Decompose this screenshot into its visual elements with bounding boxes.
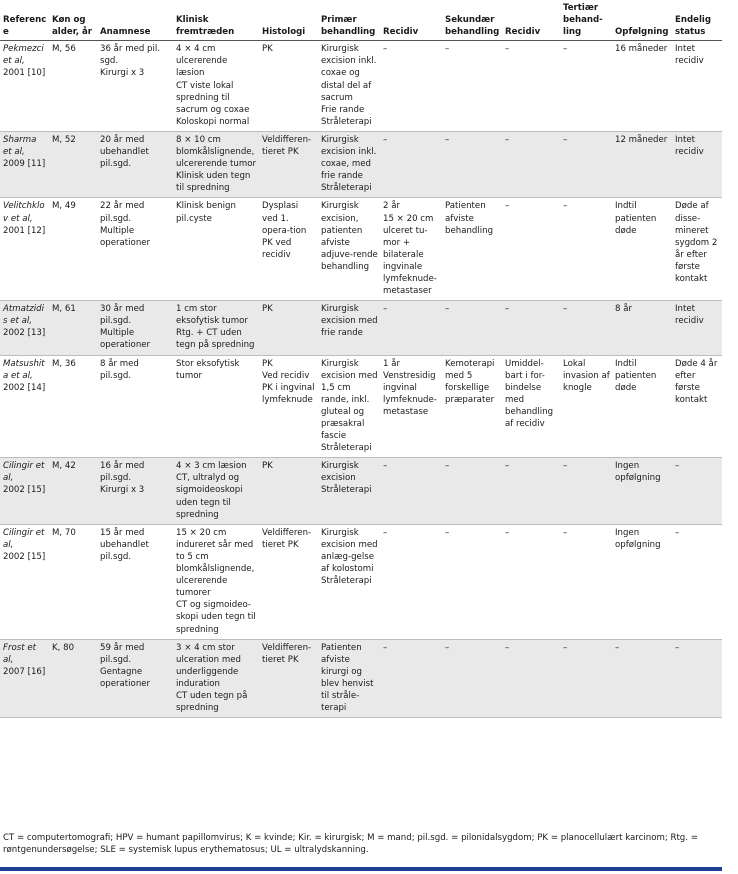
cell-histology (259, 355, 318, 458)
cell-text-line: PK (262, 358, 273, 369)
bottom-rule (0, 867, 722, 871)
cell-text-line: – (445, 527, 450, 538)
cell-text-line: – (383, 304, 388, 315)
cell-text-line: Kirurgisk excision med frie rande (321, 304, 378, 339)
cell-text-line: PK (262, 44, 273, 55)
cell-text-line: – (445, 642, 450, 653)
reference-year: 2007 [16] (3, 666, 46, 677)
cell-recurrence-1 (380, 524, 442, 639)
cell-text-line: Ingen opfølgning (615, 527, 661, 550)
cell-follow-up (612, 131, 672, 197)
cell-recurrence-2 (502, 458, 560, 524)
column-header-sex-age: Køn og alder, år (49, 0, 97, 41)
cell-recurrence-2 (502, 198, 560, 301)
cell-secondary-treatment (442, 639, 502, 718)
cell-text-line: Venstresidig ingvinal lymfeknude-metastase (383, 370, 437, 417)
cell-text-line: – (563, 642, 568, 653)
cell-text-line: Intet recidiv (675, 134, 704, 158)
cell-final-status (672, 355, 722, 458)
table-row (0, 41, 722, 132)
cell-secondary-treatment (442, 458, 502, 524)
cell-text-line: 4 × 3 cm læsion (176, 461, 247, 472)
cell-text-line: Stråleterapi (321, 443, 372, 454)
column-header-tertiary-treatment: Tertiær behand-ling (560, 0, 612, 41)
cell-anamnese (97, 301, 173, 355)
cell-secondary-treatment (442, 301, 502, 355)
table-row (0, 301, 722, 355)
cell-anamnese (97, 639, 173, 718)
cell-tertiary-treatment (560, 458, 612, 524)
cell-text-line: CT og sigmoideo-skopi uden tegn til spredning (176, 600, 256, 635)
table-header (0, 0, 722, 41)
cell-histology (259, 301, 318, 355)
cell-sex-age: M, 70 (49, 524, 97, 639)
cell-text-line: 3 × 4 cm stor ulceration med underliggende induration (176, 642, 241, 689)
cell-clinical-presentation (173, 301, 259, 355)
reference-author: Frost et al, (3, 642, 36, 665)
cell-text-line: Indtil patienten døde (615, 358, 657, 393)
cell-text-line: Stråleterapi (321, 485, 372, 496)
cell-text-line: 16 måneder (615, 44, 668, 55)
column-header-anamnese: Anamnese (97, 0, 173, 41)
cell-text-line: Kirurgisk excision (321, 461, 359, 484)
cell-text-line: – (383, 134, 388, 145)
cell-text-line: Lokal invasion af knogle (563, 358, 610, 393)
cell-text-line: 59 år med pil.sgd. (100, 642, 145, 665)
cell-sex-age: M, 52 (49, 131, 97, 197)
cell-follow-up (612, 41, 672, 132)
reference-author: Cilingir et al, (3, 527, 45, 550)
cell-tertiary-treatment (560, 198, 612, 301)
cell-recurrence-2 (502, 524, 560, 639)
cell-primary-treatment (318, 131, 380, 197)
cell-text-line: 8 år med pil.sgd. (100, 358, 139, 381)
cell-text-line: Klinisk benign pil.cyste (176, 201, 236, 224)
table-row (0, 524, 722, 639)
column-header-final-status: Endelig status (672, 0, 722, 41)
cell-primary-treatment (318, 301, 380, 355)
cell-sex-age: M, 42 (49, 458, 97, 524)
cell-text-line: Kirurgi x 3 (100, 68, 145, 79)
column-header-recurrence-1: Recidiv (380, 0, 442, 41)
cell-follow-up (612, 458, 672, 524)
cell-text-line: Rtg. + CT uden tegn på spredning (176, 328, 255, 351)
cell-text-line: Ved recidiv PK i ingvinal lymfeknude (262, 370, 315, 405)
cell-clinical-presentation (173, 639, 259, 718)
cell-final-status (672, 524, 722, 639)
cell-text-line: 8 × 10 cm blomkålslignende, ulcererende tumor (176, 134, 257, 170)
reference-author: Velitchklov et al, (3, 201, 45, 224)
cell-reference (0, 524, 49, 639)
cell-reference (0, 198, 49, 301)
cell-text-line: Kirurgisk excision med 1,5 cm rande, inkl. gluteal og præsakral fascie (321, 358, 378, 442)
cell-anamnese (97, 355, 173, 458)
cell-follow-up (612, 301, 672, 355)
cell-recurrence-2 (502, 301, 560, 355)
cell-text-line: Kemoterapi med 5 forskellige præparater (445, 358, 495, 405)
cell-histology (259, 198, 318, 301)
cell-clinical-presentation (173, 41, 259, 132)
cell-sex-age: M, 36 (49, 355, 97, 458)
cell-text-line: 36 år med pil. sgd. (100, 44, 161, 67)
cell-text-line: 4 × 4 cm ulcererende læsion (176, 44, 228, 79)
cell-sex-age: M, 49 (49, 198, 97, 301)
cell-text-line: – (505, 642, 510, 653)
cell-clinical-presentation (173, 524, 259, 639)
cell-secondary-treatment (442, 355, 502, 458)
cell-final-status (672, 458, 722, 524)
cell-follow-up (612, 524, 672, 639)
cell-recurrence-1 (380, 41, 442, 132)
cell-text-line: 1 cm stor eksofytisk tumor (176, 304, 248, 327)
cell-text-line: CT uden tegn på spredning (176, 690, 248, 714)
footnote: CT = computertomografi; HPV = humant papillomvirus; K = kvinde; Kir. = kirurgisk; M = mand; pil.sgd. = pilonidalsygdom; PK = planocellulært karcinom; Rtg. = røntgenundersøgelse; SLE = systemisk lupus erythematosus; UL = ultralydskanning. (3, 833, 698, 856)
cell-text-line: – (505, 201, 510, 212)
cell-recurrence-1 (380, 301, 442, 355)
cell-text-line: – (615, 642, 620, 653)
table-row (0, 639, 722, 718)
column-header-recurrence-2: Recidiv (502, 0, 560, 41)
column-header-follow-up: Opfølgning (612, 0, 672, 41)
cell-text-line: Intet recidiv (675, 44, 704, 67)
cell-text-line: Kirurgisk excision inkl. coxae, med frie rande (321, 134, 377, 182)
cell-text-line: Stråleterapi (321, 116, 372, 127)
cell-text-line: 15 × 20 cm ulceret tu-mor + bilaterale ingvinale lymfeknude-metastaser (383, 213, 437, 297)
cell-text-line: Patienten afviste behandling (445, 201, 494, 236)
cell-sex-age: K, 80 (49, 639, 97, 718)
cell-text-line: Stråleterapi (321, 183, 372, 194)
cell-text-line: – (505, 44, 510, 55)
cell-primary-treatment (318, 524, 380, 639)
cell-text-line: – (445, 304, 450, 315)
cell-text-line: Stråleterapi (321, 576, 372, 587)
cell-text-line: PK (262, 461, 273, 472)
cell-sex-age: M, 61 (49, 301, 97, 355)
cell-anamnese (97, 131, 173, 197)
cell-secondary-treatment (442, 524, 502, 639)
cell-text-line: Patienten afviste kirurgi og blev henvist til stråle-terapi (321, 642, 374, 714)
cell-histology (259, 41, 318, 132)
cell-tertiary-treatment (560, 301, 612, 355)
cell-text-line: Intet recidiv (675, 304, 704, 327)
cell-text-line: – (383, 461, 388, 472)
cell-text-line: Frie rande (321, 104, 365, 115)
column-header-reference: Reference (0, 0, 49, 41)
cell-anamnese (97, 41, 173, 132)
table-row (0, 198, 722, 301)
cell-text-line: – (675, 642, 680, 653)
cell-text-line: – (563, 461, 568, 472)
cell-clinical-presentation (173, 355, 259, 458)
cell-text-line: Multiple operationer (100, 225, 151, 248)
column-header-clinical-presentation: Klinisk fremtræden (173, 0, 259, 41)
cell-tertiary-treatment (560, 131, 612, 197)
cell-reference (0, 41, 49, 132)
cell-text-line: – (675, 527, 680, 538)
reference-year: 2002 [13] (3, 328, 46, 339)
cell-follow-up (612, 198, 672, 301)
cell-text-line: PK ved recidiv (262, 237, 292, 260)
cell-text-line: – (383, 527, 388, 538)
column-header-primary-treatment: Primær behandling (318, 0, 380, 41)
cell-anamnese (97, 458, 173, 524)
cell-recurrence-2 (502, 41, 560, 132)
cell-reference (0, 131, 49, 197)
cell-secondary-treatment (442, 198, 502, 301)
cell-tertiary-treatment (560, 524, 612, 639)
cell-recurrence-1 (380, 639, 442, 718)
cell-text-line: Dysplasi ved 1. opera-tion (262, 201, 307, 236)
reference-year: 2009 [11] (3, 159, 46, 170)
cell-tertiary-treatment (560, 639, 612, 718)
column-header-secondary-treatment: Sekundær behandling (442, 0, 502, 41)
reference-year: 2002 [14] (3, 382, 46, 393)
header-row (0, 0, 722, 41)
cell-text-line: Indtil patienten døde (615, 201, 657, 236)
cell-text-line: – (563, 201, 568, 212)
cell-histology (259, 458, 318, 524)
reference-author: Pekmezci et al, (3, 44, 44, 67)
cell-recurrence-1 (380, 458, 442, 524)
cell-text-line: 16 år med pil.sgd. (100, 461, 145, 484)
cell-final-status (672, 639, 722, 718)
cell-secondary-treatment (442, 131, 502, 197)
cell-text-line: Kirurgisk excision, patienten afviste adjuve-rende behandling (321, 201, 378, 272)
cell-primary-treatment (318, 41, 380, 132)
cell-text-line: Multiple operationer (100, 328, 151, 351)
cell-text-line: – (505, 527, 510, 538)
cell-text-line: – (445, 461, 450, 472)
reference-year: 2001 [10] (3, 68, 46, 79)
cell-text-line: – (675, 461, 680, 472)
cell-text-line: 1 år (383, 358, 400, 369)
cell-text-line: Veldifferen-tieret PK (262, 134, 312, 158)
cell-reference (0, 301, 49, 355)
cell-text-line: 30 år med pil.sgd. (100, 304, 145, 327)
cell-text-line: – (383, 44, 388, 55)
cell-text-line: Veldifferen-tieret PK (262, 527, 312, 550)
cell-text-line: Døde 4 år efter første kontakt (675, 358, 718, 405)
cell-text-line: – (563, 527, 568, 538)
cell-tertiary-treatment (560, 41, 612, 132)
cell-secondary-treatment (442, 41, 502, 132)
cell-primary-treatment (318, 639, 380, 718)
cell-primary-treatment (318, 355, 380, 458)
cell-text-line: PK (262, 304, 273, 315)
cell-recurrence-2 (502, 639, 560, 718)
cell-sex-age: M, 56 (49, 41, 97, 132)
cell-text-line: CT, ultralyd og sigmoideoskopi uden tegn til spredning (176, 473, 243, 520)
cell-text-line: – (563, 304, 568, 315)
cell-follow-up (612, 355, 672, 458)
cell-final-status (672, 198, 722, 301)
cell-text-line: – (505, 461, 510, 472)
cell-primary-treatment (318, 198, 380, 301)
cell-anamnese (97, 524, 173, 639)
cell-text-line: Kirurgi x 3 (100, 485, 145, 496)
cell-histology (259, 131, 318, 197)
cell-anamnese (97, 198, 173, 301)
cell-text-line: 15 × 20 cm indureret sår med to 5 cm blomkålslignende, ulcererende tumorer (176, 527, 255, 599)
column-header-histology: Histologi (259, 0, 318, 41)
cell-follow-up (612, 639, 672, 718)
cell-final-status (672, 131, 722, 197)
cell-text-line: – (505, 304, 510, 315)
cell-clinical-presentation (173, 458, 259, 524)
cell-clinical-presentation (173, 131, 259, 197)
cell-recurrence-2 (502, 355, 560, 458)
cell-text-line: Gentagne operationer (100, 666, 151, 689)
cell-histology (259, 639, 318, 718)
cell-text-line: 12 måneder (615, 134, 668, 145)
reference-author: Sharma et al, (3, 134, 37, 158)
reference-year: 2001 [12] (3, 225, 46, 236)
cell-text-line: – (445, 134, 450, 145)
table-body (0, 41, 722, 718)
reference-year: 2002 [15] (3, 551, 46, 562)
cell-text-line: Umiddel-bart i for-bindelse med behandling af recidiv (505, 358, 554, 429)
cell-text-line: – (505, 134, 510, 145)
cell-text-line: Døde af disse-mineret sygdom 2 år efter første kontakt (675, 201, 718, 284)
cell-text-line: 15 år med ubehandlet pil.sgd. (100, 527, 149, 562)
cell-text-line: 20 år med ubehandlet pil.sgd. (100, 134, 149, 170)
cell-text-line: Stor eksofytisk tumor (176, 358, 240, 381)
cell-histology (259, 524, 318, 639)
cell-recurrence-1 (380, 355, 442, 458)
table-row (0, 131, 722, 197)
reference-year: 2002 [15] (3, 485, 46, 496)
cell-text-line: Klinisk uden tegn til spredning (176, 171, 251, 194)
cell-primary-treatment (318, 458, 380, 524)
cell-text-line: 22 år med pil.sgd. (100, 201, 145, 224)
cell-reference (0, 458, 49, 524)
cell-text-line: Kirurgisk excision inkl. coxae og distal del af sacrum (321, 44, 377, 103)
cell-text-line: – (445, 44, 450, 55)
cell-text-line: – (383, 642, 388, 653)
table-row (0, 355, 722, 458)
cell-text-line: Koloskopi normal (176, 116, 250, 127)
cell-text-line: Kirurgisk excision med anlæg-gelse af kolostomi (321, 527, 378, 575)
table-row (0, 458, 722, 524)
reference-author: Atmatzidis et al, (3, 304, 44, 327)
cell-text-line: Ingen opfølgning (615, 461, 661, 484)
cell-recurrence-1 (380, 198, 442, 301)
cell-recurrence-1 (380, 131, 442, 197)
reference-author: Cilingir et al, (3, 461, 45, 484)
cell-text-line: Veldifferen-tieret PK (262, 642, 312, 665)
cell-reference (0, 355, 49, 458)
cell-recurrence-2 (502, 131, 560, 197)
cell-text-line: – (563, 44, 568, 55)
cell-reference (0, 639, 49, 718)
cell-clinical-presentation (173, 198, 259, 301)
reference-author: Matsushita et al, (3, 358, 45, 381)
cell-final-status (672, 301, 722, 355)
cell-text-line: 2 år (383, 201, 400, 212)
cell-text-line: – (563, 134, 568, 145)
cell-final-status (672, 41, 722, 132)
cell-tertiary-treatment (560, 355, 612, 458)
cell-text-line: 8 år (615, 304, 632, 315)
cell-text-line: CT viste lokal spredning til sacrum og coxae (176, 80, 250, 115)
